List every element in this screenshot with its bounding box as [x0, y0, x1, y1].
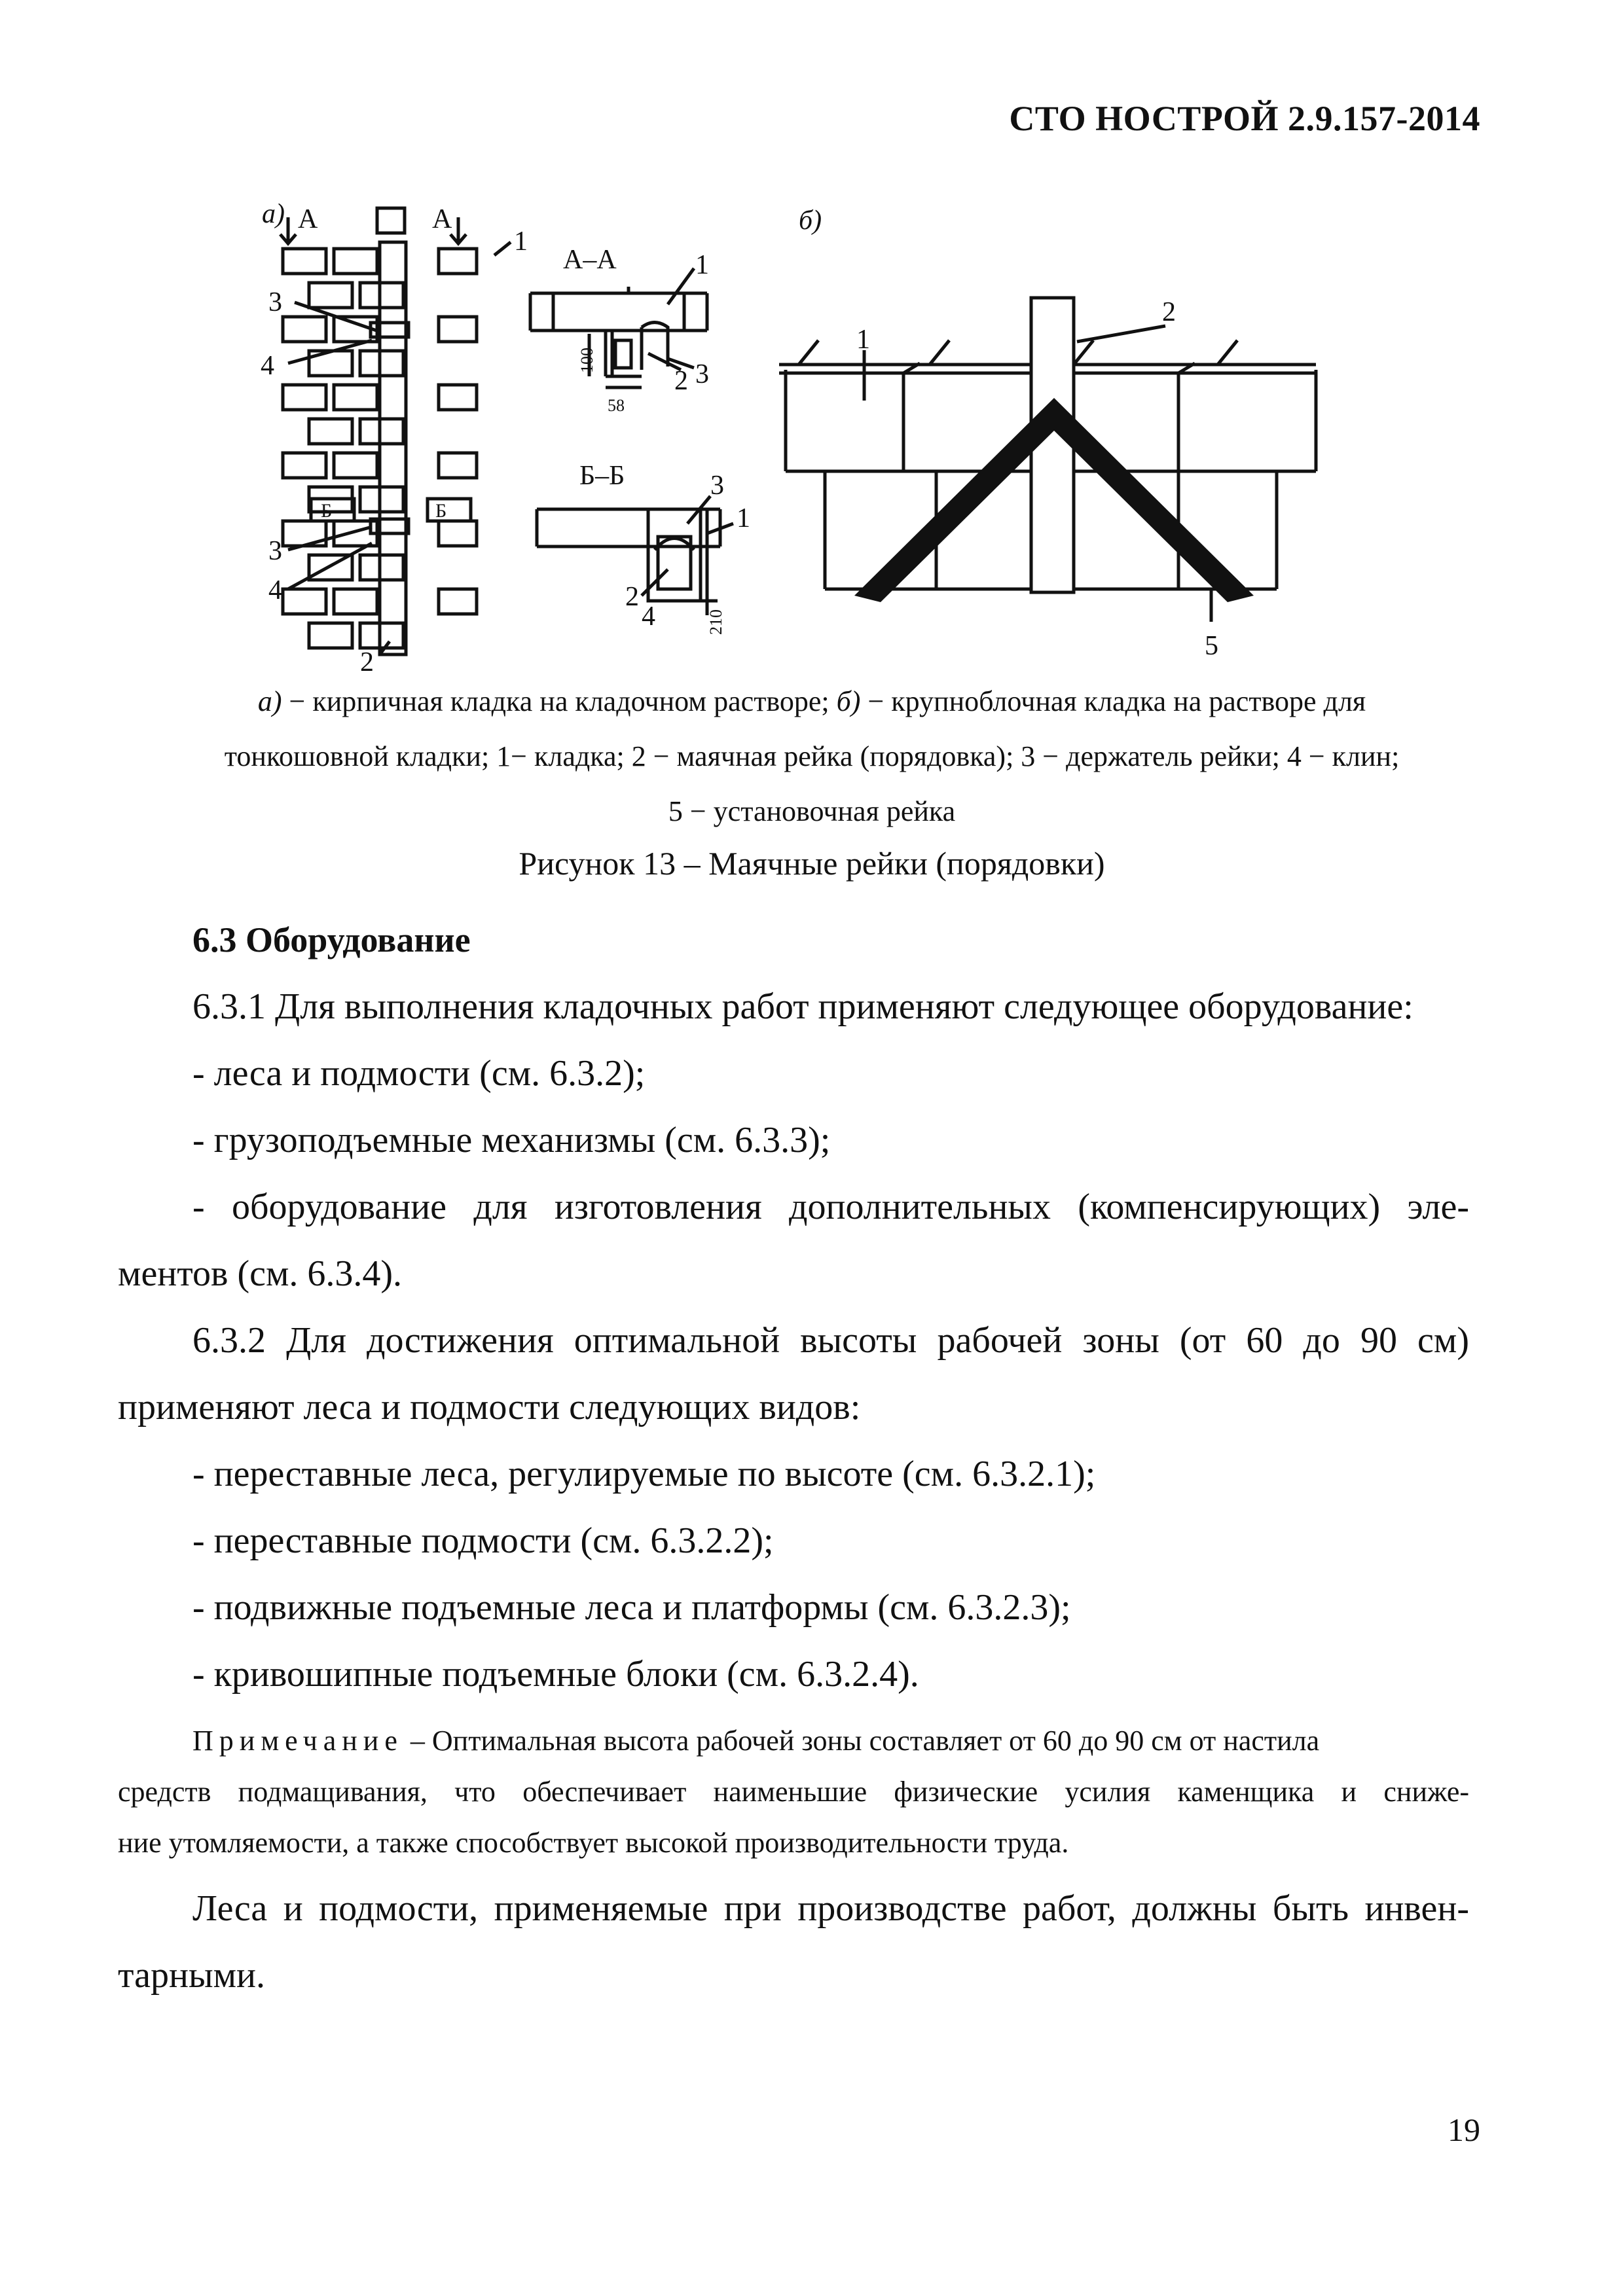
section-mark-a-right: А — [432, 204, 452, 234]
list-item: - кривошипные подъемные блоки (см. 6.3.2.4). — [192, 1654, 919, 1695]
brick — [360, 623, 403, 648]
callout-1-aa: 1 — [695, 250, 709, 280]
section-mark-a-left: А — [298, 204, 318, 234]
final-paragraph-continuation: тарными. — [118, 1955, 266, 1996]
callout-1-b: 1 — [856, 325, 870, 355]
brick — [283, 249, 326, 274]
caption-text-b: − крупноблочная кладка на растворе для — [860, 685, 1366, 717]
callout-4-a-lower: 4 — [268, 575, 282, 605]
brick — [439, 317, 477, 342]
callout-2-b: 2 — [1162, 297, 1176, 327]
figure-caption — [118, 674, 1506, 839]
callout-1-bb: 1 — [737, 503, 750, 533]
note-text: – Оптимальная высота рабочей зоны составляет от 60 до 90 см от настила — [403, 1725, 1320, 1757]
section-bb-label: Б–Б — [579, 461, 625, 491]
callout-3-bb: 3 — [710, 471, 724, 501]
list-item: - грузоподъемные механизмы (см. 6.3.3); — [192, 1120, 831, 1160]
list-item: - переставные леса, регулируемые по высоте (см. 6.3.2.1); — [192, 1454, 1096, 1494]
caption-label-a: а) — [257, 685, 282, 717]
dimension-58: 58 — [608, 396, 625, 415]
body-text — [118, 906, 1469, 2009]
callout-3-a-upper: 3 — [268, 287, 282, 317]
caption-label-b: б) — [836, 685, 861, 717]
note-line-1 — [118, 1715, 1469, 1767]
brick — [360, 283, 403, 308]
callout-4-bb: 4 — [642, 601, 655, 632]
brick — [439, 453, 477, 478]
brick — [283, 385, 326, 410]
brick — [439, 249, 477, 274]
figure-label-b: б) — [799, 206, 822, 236]
brick — [283, 317, 326, 342]
paragraph-6-3-2: 6.3.2 Для достижения оптимальной высоты рабочей зоны (от 60 до 90 см) — [192, 1320, 1469, 1361]
caption-line-3: 5 − установочная рейка — [668, 795, 956, 827]
callout-4-a-upper: 4 — [261, 351, 274, 381]
brick — [334, 589, 377, 614]
brick — [439, 385, 477, 410]
callout-2-bb: 2 — [625, 582, 639, 612]
note-line-3: ние утомляемости, а также способствует высокой производительности труда. — [118, 1827, 1069, 1859]
section-mark-b-right: Б — [435, 500, 447, 522]
final-paragraph: Леса и подмости, применяемые при производстве работ, должны быть инвен- — [192, 1888, 1469, 1929]
callout-3-aa: 3 — [695, 359, 709, 389]
caption-line-1 — [118, 674, 1506, 729]
brick — [360, 555, 403, 580]
caption-text-a: − кирпичная кладка на кладочном растворе; — [282, 685, 837, 717]
brick — [360, 419, 403, 444]
callout-5-b: 5 — [1205, 631, 1218, 661]
note-line-2: средств подмащивания, что обеспечивает наименьшие физические усилия каменщика и сниже- — [118, 1776, 1469, 1808]
brick — [334, 249, 377, 274]
brick — [334, 453, 377, 478]
brick — [439, 589, 477, 614]
brick — [334, 385, 377, 410]
brick — [283, 589, 326, 614]
brick — [360, 487, 403, 512]
figure-label-a: а) — [262, 199, 285, 229]
list-item: - оборудование для изготовления дополнительных (компенсирующих) эле- — [192, 1187, 1469, 1227]
brick — [439, 521, 477, 546]
callout-3-a-lower: 3 — [268, 536, 282, 566]
paragraph-6-3-1: 6.3.1 Для выполнения кладочных работ применяют следующее оборудование: — [192, 986, 1413, 1027]
note-label: Примечание — [192, 1725, 403, 1757]
list-item: - подвижные подъемные леса и платформы (см. 6.3.2.3); — [192, 1587, 1071, 1628]
brick — [309, 419, 352, 444]
page-number: 19 — [1448, 2111, 1480, 2148]
brick — [283, 453, 326, 478]
callout-2-a: 2 — [360, 647, 374, 677]
brick — [309, 623, 352, 648]
list-item-continuation: ментов (см. 6.3.4). — [118, 1253, 403, 1294]
section-heading: 6.3 Оборудование — [192, 920, 471, 960]
section-mark-b-left: Б — [321, 500, 333, 522]
callout-1-a: 1 — [514, 226, 528, 257]
brick — [309, 283, 352, 308]
dimension-210: 210 — [706, 609, 725, 635]
figure-title: Рисунок 13 – Маячные рейки (порядовки) — [519, 845, 1105, 882]
dimension-100: 100 — [577, 348, 596, 373]
brick-wall-drawing — [280, 208, 511, 655]
section-aa-label: А–А — [563, 245, 617, 275]
list-item: - переставные подмости (см. 6.3.2.2); — [192, 1520, 774, 1561]
brick — [360, 351, 403, 376]
caption-line-2: тонкошовной кладки; 1− кладка; 2 − маячная рейка (порядовка); 3 − держатель рейки; 4 − клин; — [224, 740, 1400, 772]
list-item: - леса и подмости (см. 6.3.2); — [192, 1053, 646, 1094]
document-code-header: СТО НОСТРОЙ 2.9.157-2014 — [1009, 99, 1480, 138]
paragraph-6-3-2-continuation: применяют леса и подмости следующих видов: — [118, 1387, 861, 1427]
figure-13-drawing — [249, 196, 1440, 694]
callout-2-aa: 2 — [674, 366, 688, 396]
